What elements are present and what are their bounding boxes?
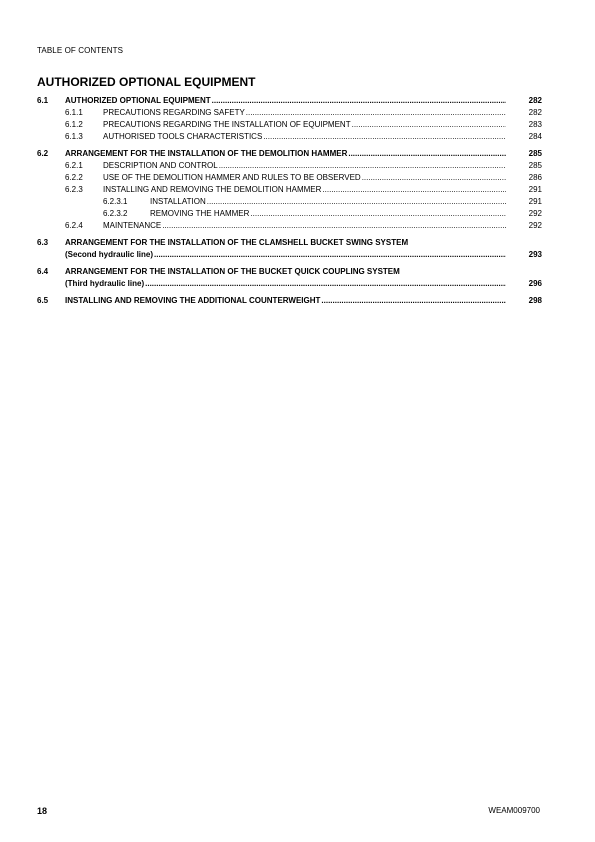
dot-leader <box>362 172 506 184</box>
page-number: 18 <box>37 806 48 816</box>
toc-entry-6-5[interactable] <box>37 295 542 307</box>
dot-leader <box>322 184 506 196</box>
toc-entry-6-2[interactable] <box>37 148 542 160</box>
toc-title: DESCRIPTION AND CONTROL <box>103 161 218 170</box>
toc-entry-6-1-1[interactable] <box>37 107 542 119</box>
toc-number: 6.1.1 <box>65 108 83 117</box>
toc-entry-6-2-3-2[interactable] <box>37 208 542 220</box>
toc-number: 6.5 <box>37 296 49 305</box>
dot-leader <box>145 278 506 290</box>
toc-number: 6.2.1 <box>65 161 83 170</box>
toc-entry-6-2-1[interactable] <box>37 160 542 172</box>
running-header: TABLE OF CONTENTS <box>37 46 124 55</box>
toc-page: 282 <box>528 108 542 117</box>
dot-leader <box>250 208 506 220</box>
toc-title: AUTHORISED TOOLS CHARACTERISTICS <box>103 132 263 141</box>
toc-title: AUTHORIZED OPTIONAL EQUIPMENT <box>65 96 211 105</box>
toc-number: 6.1 <box>37 96 49 105</box>
toc-number: 6.3 <box>37 238 49 247</box>
toc-page: 283 <box>528 120 542 129</box>
toc-entry-6-2-3[interactable] <box>37 184 542 196</box>
toc-page: 291 <box>528 197 542 206</box>
toc-page: 292 <box>528 209 542 218</box>
toc-entry-6-1-3[interactable] <box>37 131 542 143</box>
toc-page: 292 <box>528 221 542 230</box>
toc-entry-6-4[interactable] <box>37 266 542 290</box>
toc-title: PRECAUTIONS REGARDING SAFETY <box>103 108 245 117</box>
dot-leader <box>321 295 506 307</box>
toc-number: 6.2.3.2 <box>103 209 128 218</box>
toc-page: 291 <box>528 185 542 194</box>
toc-title-continued: (Second hydraulic line) <box>65 250 154 259</box>
section-title: AUTHORIZED OPTIONAL EQUIPMENT <box>37 75 256 89</box>
toc-page: 282 <box>528 96 542 105</box>
toc-page: 298 <box>528 296 542 305</box>
toc-entry-6-3[interactable] <box>37 237 542 261</box>
toc-title: ARRANGEMENT FOR THE INSTALLATION OF THE CLAMSHELL BUCKET SWING SYSTEM <box>65 238 409 247</box>
toc-page: 284 <box>528 132 542 141</box>
dot-leader <box>219 160 506 172</box>
toc-title: USE OF THE DEMOLITION HAMMER AND RULES TO BE OBSERVED <box>103 173 361 182</box>
toc-entry-6-2-4[interactable] <box>37 220 542 232</box>
toc-title: PRECAUTIONS REGARDING THE INSTALLATION OF EQUIPMENT <box>103 120 351 129</box>
toc-entry-6-2-2[interactable] <box>37 172 542 184</box>
toc-title-continued: (Third hydraulic line) <box>65 279 145 288</box>
dot-leader <box>162 220 506 232</box>
toc-title: INSTALLING AND REMOVING THE DEMOLITION HAMMER <box>103 185 322 194</box>
toc-number: 6.1.2 <box>65 120 83 129</box>
toc-page: 293 <box>528 250 542 259</box>
toc-page: 286 <box>528 173 542 182</box>
toc-title: REMOVING THE HAMMER <box>150 209 250 218</box>
dot-leader <box>352 119 506 131</box>
toc-entry-6-2-3-1[interactable] <box>37 196 542 208</box>
toc-page: 296 <box>528 279 542 288</box>
toc-title: ARRANGEMENT FOR THE INSTALLATION OF THE DEMOLITION HAMMER <box>65 149 348 158</box>
dot-leader <box>348 148 506 160</box>
toc-number: 6.2.2 <box>65 173 83 182</box>
toc-page: 285 <box>528 149 542 158</box>
toc-number: 6.2.4 <box>65 221 83 230</box>
toc-number: 6.4 <box>37 267 49 276</box>
toc-title: INSTALLATION <box>150 197 206 206</box>
dot-leader <box>207 196 506 208</box>
dot-leader <box>263 131 506 143</box>
toc-number: 6.1.3 <box>65 132 83 141</box>
document-code: WEAM009700 <box>488 806 540 815</box>
toc-page: 285 <box>528 161 542 170</box>
dot-leader <box>246 107 506 119</box>
toc-title: INSTALLING AND REMOVING THE ADDITIONAL COUNTERWEIGHT <box>65 296 321 305</box>
toc-number: 6.2.3.1 <box>103 197 128 206</box>
table-of-contents <box>37 95 542 307</box>
toc-title: MAINTENANCE <box>103 221 162 230</box>
toc-entry-6-1-2[interactable] <box>37 119 542 131</box>
toc-number: 6.2.3 <box>65 185 83 194</box>
dot-leader <box>154 249 506 261</box>
toc-title: ARRANGEMENT FOR THE INSTALLATION OF THE BUCKET QUICK COUPLING SYSTEM <box>65 267 400 276</box>
dot-leader <box>212 95 506 107</box>
toc-entry-6-1[interactable] <box>37 95 542 107</box>
toc-number: 6.2 <box>37 149 49 158</box>
